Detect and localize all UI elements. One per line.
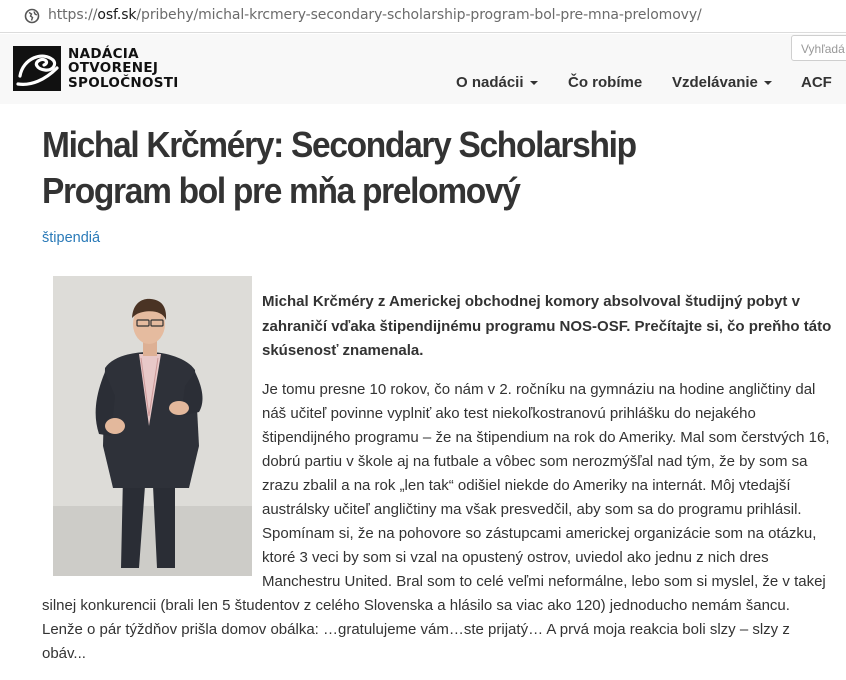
url-host: osf.sk — [97, 7, 137, 23]
nav-item-vzdelavanie[interactable] — [672, 74, 772, 91]
nav-item-label: O nadácii — [456, 74, 524, 91]
nav-item-o-nadacii[interactable] — [456, 74, 538, 91]
logo-text — [68, 47, 179, 91]
site-logo[interactable] — [13, 46, 179, 91]
article-paragraph: Je tomu presne 10 rokov, čo nám v 2. ročníku na gymnáziu na hodine angličtiny dal náš učiteľ povinne vyplniť ako test niekoľkostranovú prihlášku do nejakého štipendijného programu – že na štipendium na rok do Ameriky. Mal som čerstvých 16, dobrú partiu v škole aj na futbale a vôbec som nerozmýšľal nad tým, že by som sa zrazu zbalil a na rok „len tak“ odišiel niekde do Ameriky na internát. Môj vtedajší austrálsky učiteľ angličtiny ma však presvedčil, aby som sa do programu prihlásil. Spomínam si, že na pohovore so zástupcami americkej organizácie som na otázku, ktoré 3 veci by som si vzal na opustený ostrov, uviedol ako jednu z nich dres Manchestru United. Bral som to celé veľmi neformálne, lebo som si myslel, že v takej silnej konkurencii (brali len 5 študentov z celého Slovenska a hlásilo sa viac ako 120) jednoducho nemám šancu. Lenže o pár týždňov prišla domov obálka: …gratulujeme vám…ste prijatý… A prvá moja reakcia boli slzy – slzy z obáv... — [42, 380, 830, 662]
nav-item-acf[interactable] — [801, 74, 832, 91]
nav-item-co-robime[interactable] — [568, 74, 642, 91]
search-input[interactable]: Vyhľadá — [791, 35, 846, 61]
article-container — [14, 104, 846, 662]
article-lead: Michal Krčméry z Americkej obchodnej komory absolvoval študijný pobyt v zahraničí vďaka štipendijnému programu NOS-OSF. Prečítajte si, čo preňho táto skúsenosť znamenala. — [262, 293, 832, 359]
article-title: Michal Krčméry: Secondary Scholarship Program bol pre mňa prelomový — [42, 124, 636, 211]
nav-item-label: ACF — [801, 74, 832, 91]
logo-line-2: OTVORENEJ — [68, 60, 159, 77]
category-tag-link[interactable]: štipendiá — [42, 230, 101, 246]
article-body — [42, 290, 832, 680]
logo-line-1: NADÁCIA — [68, 45, 139, 62]
url-text[interactable] — [48, 7, 702, 23]
logo-line-3: SPOLOČNOSTI — [68, 74, 179, 91]
browser-address-bar[interactable] — [0, 0, 846, 33]
chevron-down-icon — [530, 81, 538, 85]
url-scheme: https:// — [48, 7, 98, 23]
logo-mark-icon — [13, 46, 61, 91]
globe-icon — [24, 8, 40, 24]
url-path: /pribehy/michal-krcmery-secondary-scholarship-program-bol-pre-mna-prelomovy/ — [136, 7, 702, 23]
chevron-down-icon — [764, 81, 772, 85]
site-header — [0, 34, 846, 104]
nav-item-label: Vzdelávanie — [672, 74, 758, 91]
nav-item-label: Čo robíme — [568, 74, 643, 91]
